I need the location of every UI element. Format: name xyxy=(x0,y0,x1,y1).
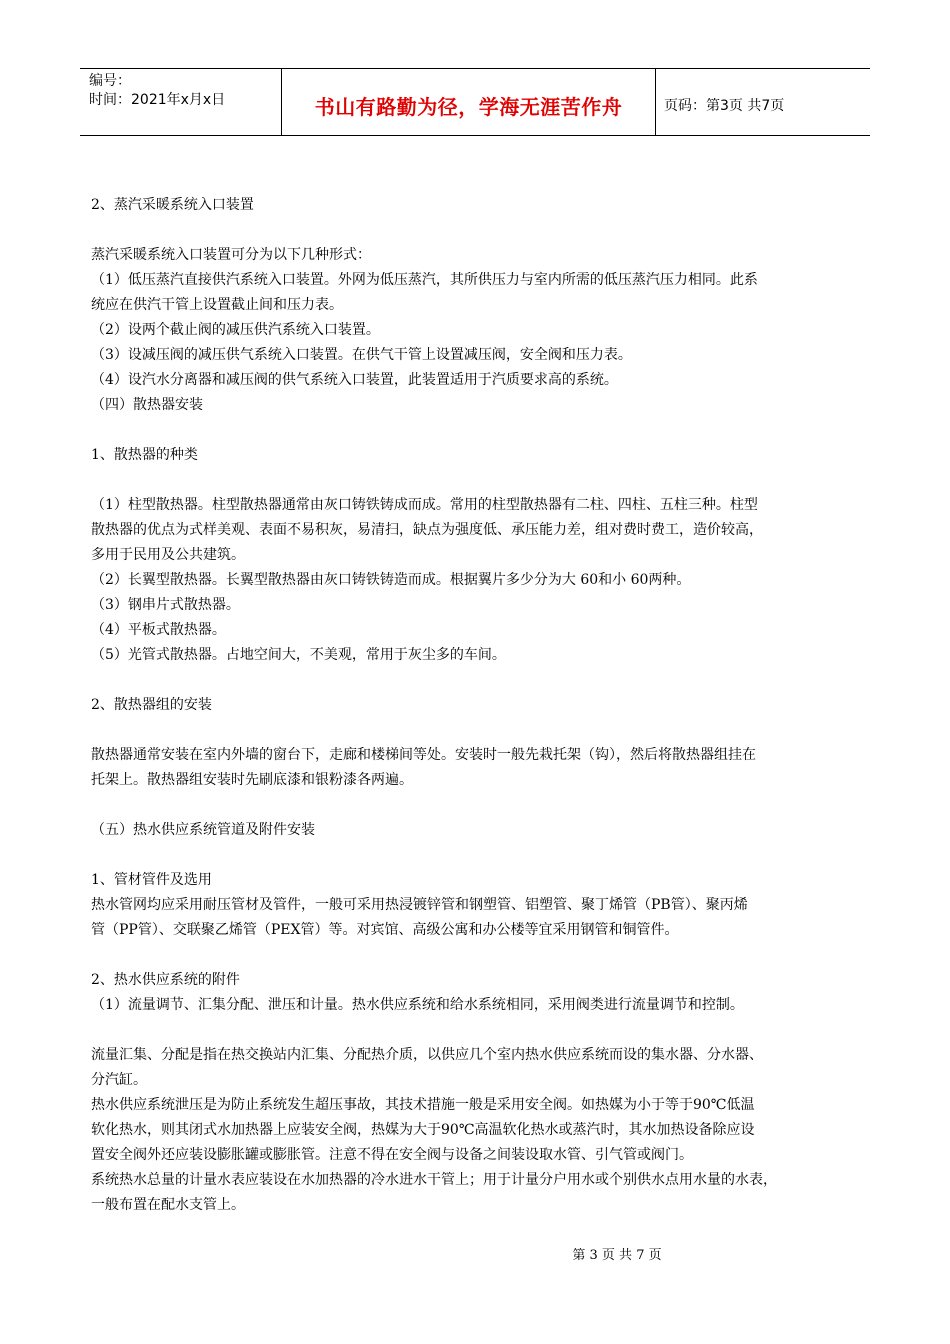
body-line: 托架上。散热器组安装时先刷底漆和银粉漆各两遍。 xyxy=(91,772,413,788)
body-line: 2、热水供应系统的附件 xyxy=(91,972,240,988)
header-motto: 书山有路勤为径，学海无涯苦作舟 xyxy=(314,94,623,119)
body-line: 分汽缸。 xyxy=(91,1072,147,1088)
body-line: 1、管材管件及选用 xyxy=(91,872,212,888)
body-line: （五）热水供应系统管道及附件安装 xyxy=(91,822,315,838)
header-meta xyxy=(80,69,282,135)
body-line: （3）钢串片式散热器。 xyxy=(91,597,240,613)
blank-line xyxy=(91,793,863,818)
body-line: 蒸汽采暖系统入口装置可分为以下几种形式： xyxy=(91,247,371,263)
body-line: 多用于民用及公共建筑。 xyxy=(91,547,245,563)
body-line: 管（PP管）、交联聚乙烯管（PEX管）等。对宾馆、高级公寓和办公楼等宜采用钢管和铜管件。 xyxy=(91,922,679,938)
body-line: 热水供应系统泄压是为防止系统发生超压事故，其技术措施一般是采用安全阀。如热媒为小于等于90℃低温 xyxy=(91,1097,755,1113)
page-header xyxy=(80,68,870,136)
body-line: 流量汇集、分配是指在热交换站内汇集、分配热介质，以供应几个室内热水供应系统而设的集水器、分水器、 xyxy=(91,1047,763,1063)
blank-line xyxy=(91,668,863,693)
body-line: 散热器通常安装在室内外墙的窗台下，走廊和楼梯间等处。安装时一般先栽托架（钩），然后将散热器组挂在 xyxy=(91,747,756,763)
body-line: 热水管网均应采用耐压管材及管件，一般可采用热浸镀锌管和钢塑管、铝塑管、聚丁烯管（PB管）、聚丙烯 xyxy=(91,897,748,913)
body-line: 系统热水总量的计量水表应装设在水加热器的冷水进水干管上；用于计量分户用水或个别供水点用水量的水表， xyxy=(91,1172,777,1188)
header-page-code: 页码：第3页 共7页 xyxy=(664,98,785,114)
document-body xyxy=(91,193,863,1218)
body-line: 一般布置在配水支管上。 xyxy=(91,1197,245,1213)
header-motto-cell xyxy=(282,69,656,135)
body-line: （1）柱型散热器。柱型散热器通常由灰口铸铁铸成而成。常用的柱型散热器有二柱、四柱、五柱三种。柱型 xyxy=(91,497,758,513)
blank-line xyxy=(91,468,863,493)
body-line: （四）散热器安装 xyxy=(91,397,203,413)
blank-line xyxy=(91,843,863,868)
body-line: 软化热水，则其闭式水加热器上应装安全阀，热媒为大于90℃高温软化热水或蒸汽时，其水加热设备除应设 xyxy=(91,1122,755,1138)
body-line: 1、散热器的种类 xyxy=(91,447,198,463)
page-footer: 第 3 页 共 7 页 xyxy=(572,1248,662,1263)
blank-line xyxy=(91,418,863,443)
body-line: （3）设减压阀的减压供气系统入口装置。在供气干管上设置减压阀，安全阀和压力表。 xyxy=(91,347,632,363)
body-line: （2）设两个截止阀的减压供汽系统入口装置。 xyxy=(91,322,380,338)
body-line: （1）低压蒸汽直接供汽系统入口装置。外网为低压蒸汽，其所供压力与室内所需的低压蒸汽压力相同。此系 xyxy=(91,272,758,288)
body-line: 统应在供汽干管上设置截止间和压力表。 xyxy=(91,297,343,313)
body-line: （4）设汽水分离器和减压阀的供气系统入口装置，此装置适用于汽质要求高的系统。 xyxy=(91,372,618,388)
body-line: （1）流量调节、汇集分配、泄压和计量。热水供应系统和给水系统相同，采用阀类进行流量调节和控制。 xyxy=(91,997,744,1013)
body-line: 散热器的优点为式样美观、表面不易积灰，易清扫，缺点为强度低、承压能力差，组对费时费工，造价较高， xyxy=(91,522,763,538)
blank-line xyxy=(91,943,863,968)
body-line: （4）平板式散热器。 xyxy=(91,622,226,638)
body-line: 置安全阀外还应装设膨胀罐或膨胀管。注意不得在安全阀与设备之间装设取水管、引气管或阀门。 xyxy=(91,1147,693,1163)
blank-line xyxy=(91,218,863,243)
body-line: 2、散热器组的安装 xyxy=(91,697,212,713)
header-page-code-cell xyxy=(656,69,870,135)
blank-line xyxy=(91,1018,863,1043)
blank-line xyxy=(91,718,863,743)
body-line: （5）光管式散热器。占地空间大，不美观，常用于灰尘多的车间。 xyxy=(91,647,506,663)
body-line: 2、蒸汽采暖系统入口装置 xyxy=(91,197,254,213)
document-number-label: 编号： xyxy=(89,73,131,89)
document-date: 时间：2021年x月x日 xyxy=(89,92,226,108)
body-line: （2）长翼型散热器。长翼型散热器由灰口铸铁铸造而成。根据翼片多少分为大 60和小 60两种。 xyxy=(91,572,691,588)
